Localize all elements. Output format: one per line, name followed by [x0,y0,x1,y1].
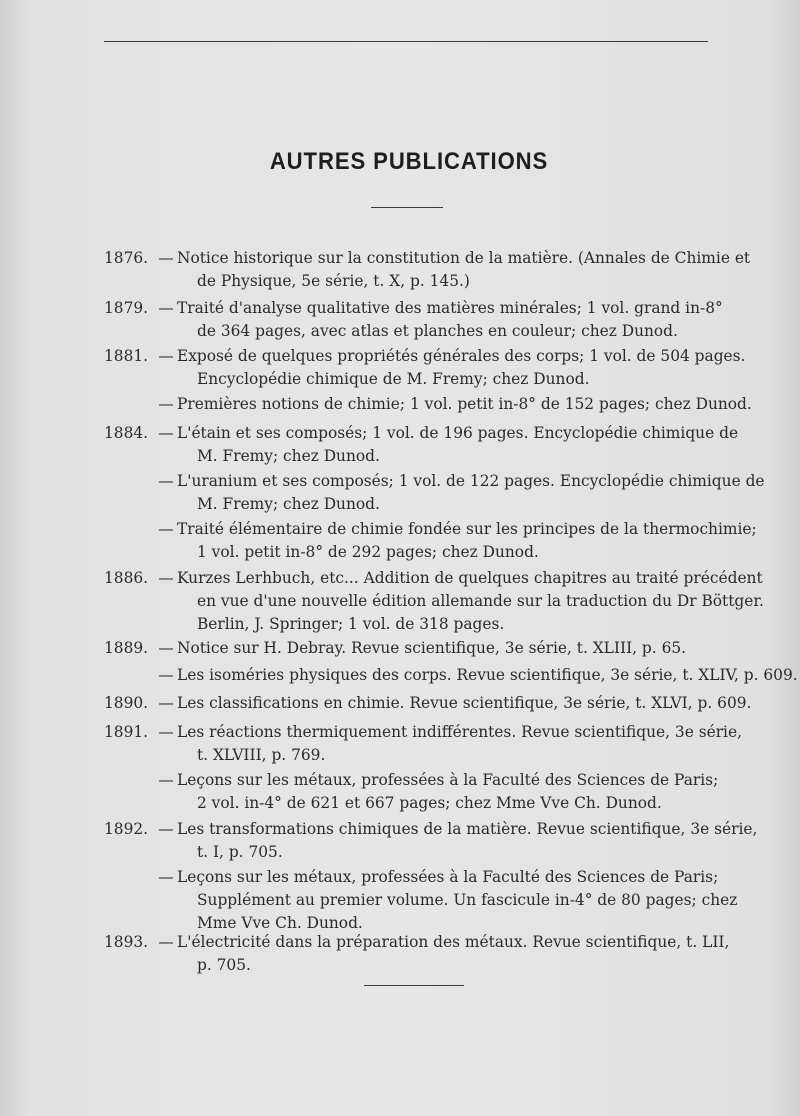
entry-line: Leçons sur les métaux, professées à la Faculté des Sciences de Paris; [177,868,719,886]
entry-year: 1893. [104,933,149,951]
entry-text [177,567,764,636]
entry-text [177,664,798,687]
entry-dash: — [158,868,174,886]
entry-dash: — [158,249,174,267]
entry-dash: — [158,933,174,951]
entry-dash: — [158,639,174,657]
entry-text [177,721,742,767]
entry-text [177,637,710,660]
entry-text [177,518,757,564]
entry-text [177,931,730,977]
entry-line: M. Fremy; chez Dunod. [197,447,380,465]
entry-dash: — [158,347,174,365]
entry-text [177,866,738,935]
entry-year: 1881. [104,347,149,365]
entry-dash: — [158,771,174,789]
entry-dash: — [158,569,174,587]
entry-text [177,818,758,864]
entry-text [177,422,739,468]
entry-text [177,470,765,516]
entry-line: 1 vol. petit in-8° de 292 pages; chez Dunod. [197,543,539,561]
entry-year: 1879. [104,299,149,317]
entry-line: Les classifications en chimie. Revue scientifique, 3e série, t. XLVI, p. 609. [177,694,752,712]
entry-dash: — [158,820,174,838]
title-rule [371,207,443,208]
entry-line: en vue d'une nouvelle édition allemande sur la traduction du Dr Böttger. [197,592,764,610]
entry-text [177,247,751,293]
entry-line: p. 705. [197,956,251,974]
entry-text [177,393,752,416]
entry-text [177,297,723,343]
entry-dash: — [158,299,174,317]
entry-line: Mme Vve Ch. Dunod. [197,914,363,932]
entry-line: Premières notions de chimie; 1 vol. petit in-8° de 152 pages; chez Dunod. [177,395,752,413]
entry-line: Traité élémentaire de chimie fondée sur les principes de la thermochimie; [177,520,757,538]
entry-text [177,692,752,715]
entry-year: 1889. [104,639,149,657]
entry-dash: — [158,395,174,413]
entry-year: 1886. [104,569,149,587]
entry-line: Exposé de quelques propriétés générales des corps; 1 vol. de 504 pages. [177,347,746,365]
entry-line: Leçons sur les métaux, professées à la Faculté des Sciences de Paris; [177,771,719,789]
entry-dash: — [158,666,174,684]
entry-line: L'uranium et ses composés; 1 vol. de 122 pages. Encyclopédie chimique de [177,472,765,490]
entry-line: L'électricité dans la préparation des métaux. Revue scientifique, t. LII, [177,933,730,951]
entry-year: 1891. [104,723,149,741]
entry-line: t. I, p. 705. [197,843,283,861]
entry-line: Notice historique sur la constitution de la matière. (Annales de Chimie et [177,249,751,267]
entry-line: Les transformations chimiques de la matière. Revue scientifique, 3e série, [177,820,758,838]
page-title: AUTRES PUBLICATIONS [269,148,549,175]
entry-line: Berlin, J. Springer; 1 vol. de 318 pages. [197,615,505,633]
entry-text [177,345,746,391]
entry-line: Traité d'analyse qualitative des matières minérales; 1 vol. grand in-8° [177,299,723,317]
entry-dash: — [158,472,174,490]
entry-line: Kurzes Lerhbuch, etc... Addition de quelques chapitres au traité précédent [177,569,763,587]
entry-line: 2 vol. in-4° de 621 et 667 pages; chez Mme Vve Ch. Dunod. [197,794,662,812]
entry-dash: — [158,694,174,712]
entry-text [177,769,719,815]
entry-dash: — [158,520,174,538]
bottom-rule [364,985,464,986]
entry-year: 1890. [104,694,149,712]
entry-year: 1876. [104,249,149,267]
entry-line: Encyclopédie chimique de M. Fremy; chez Dunod. [197,370,590,388]
top-rule [104,41,708,42]
entry-dash: — [158,424,174,442]
entry-year: 1892. [104,820,149,838]
entry-line: Notice sur H. Debray. Revue scientifique, 3e série, t. XLIII, p. 65. [177,639,687,657]
entry-dash: — [158,723,174,741]
entry-line: Les réactions thermiquement indifférentes. Revue scientifique, 3e série, [177,723,742,741]
entry-line: Supplément au premier volume. Un fascicule in-4° de 80 pages; chez [197,891,738,909]
entry-line: de 364 pages, avec atlas et planches en couleur; chez Dunod. [197,322,678,340]
entry-line: de Physique, 5e série, t. X, p. 145.) [197,272,470,290]
entry-line: M. Fremy; chez Dunod. [197,495,380,513]
entry-line: L'étain et ses composés; 1 vol. de 196 pages. Encyclopédie chimique de [177,424,739,442]
entry-line: Les isoméries physiques des corps. Revue scientifique, 3e série, t. XLIV, p. 609. [177,666,798,684]
entry-year: 1884. [104,424,149,442]
entry-line: t. XLVIII, p. 769. [197,746,326,764]
